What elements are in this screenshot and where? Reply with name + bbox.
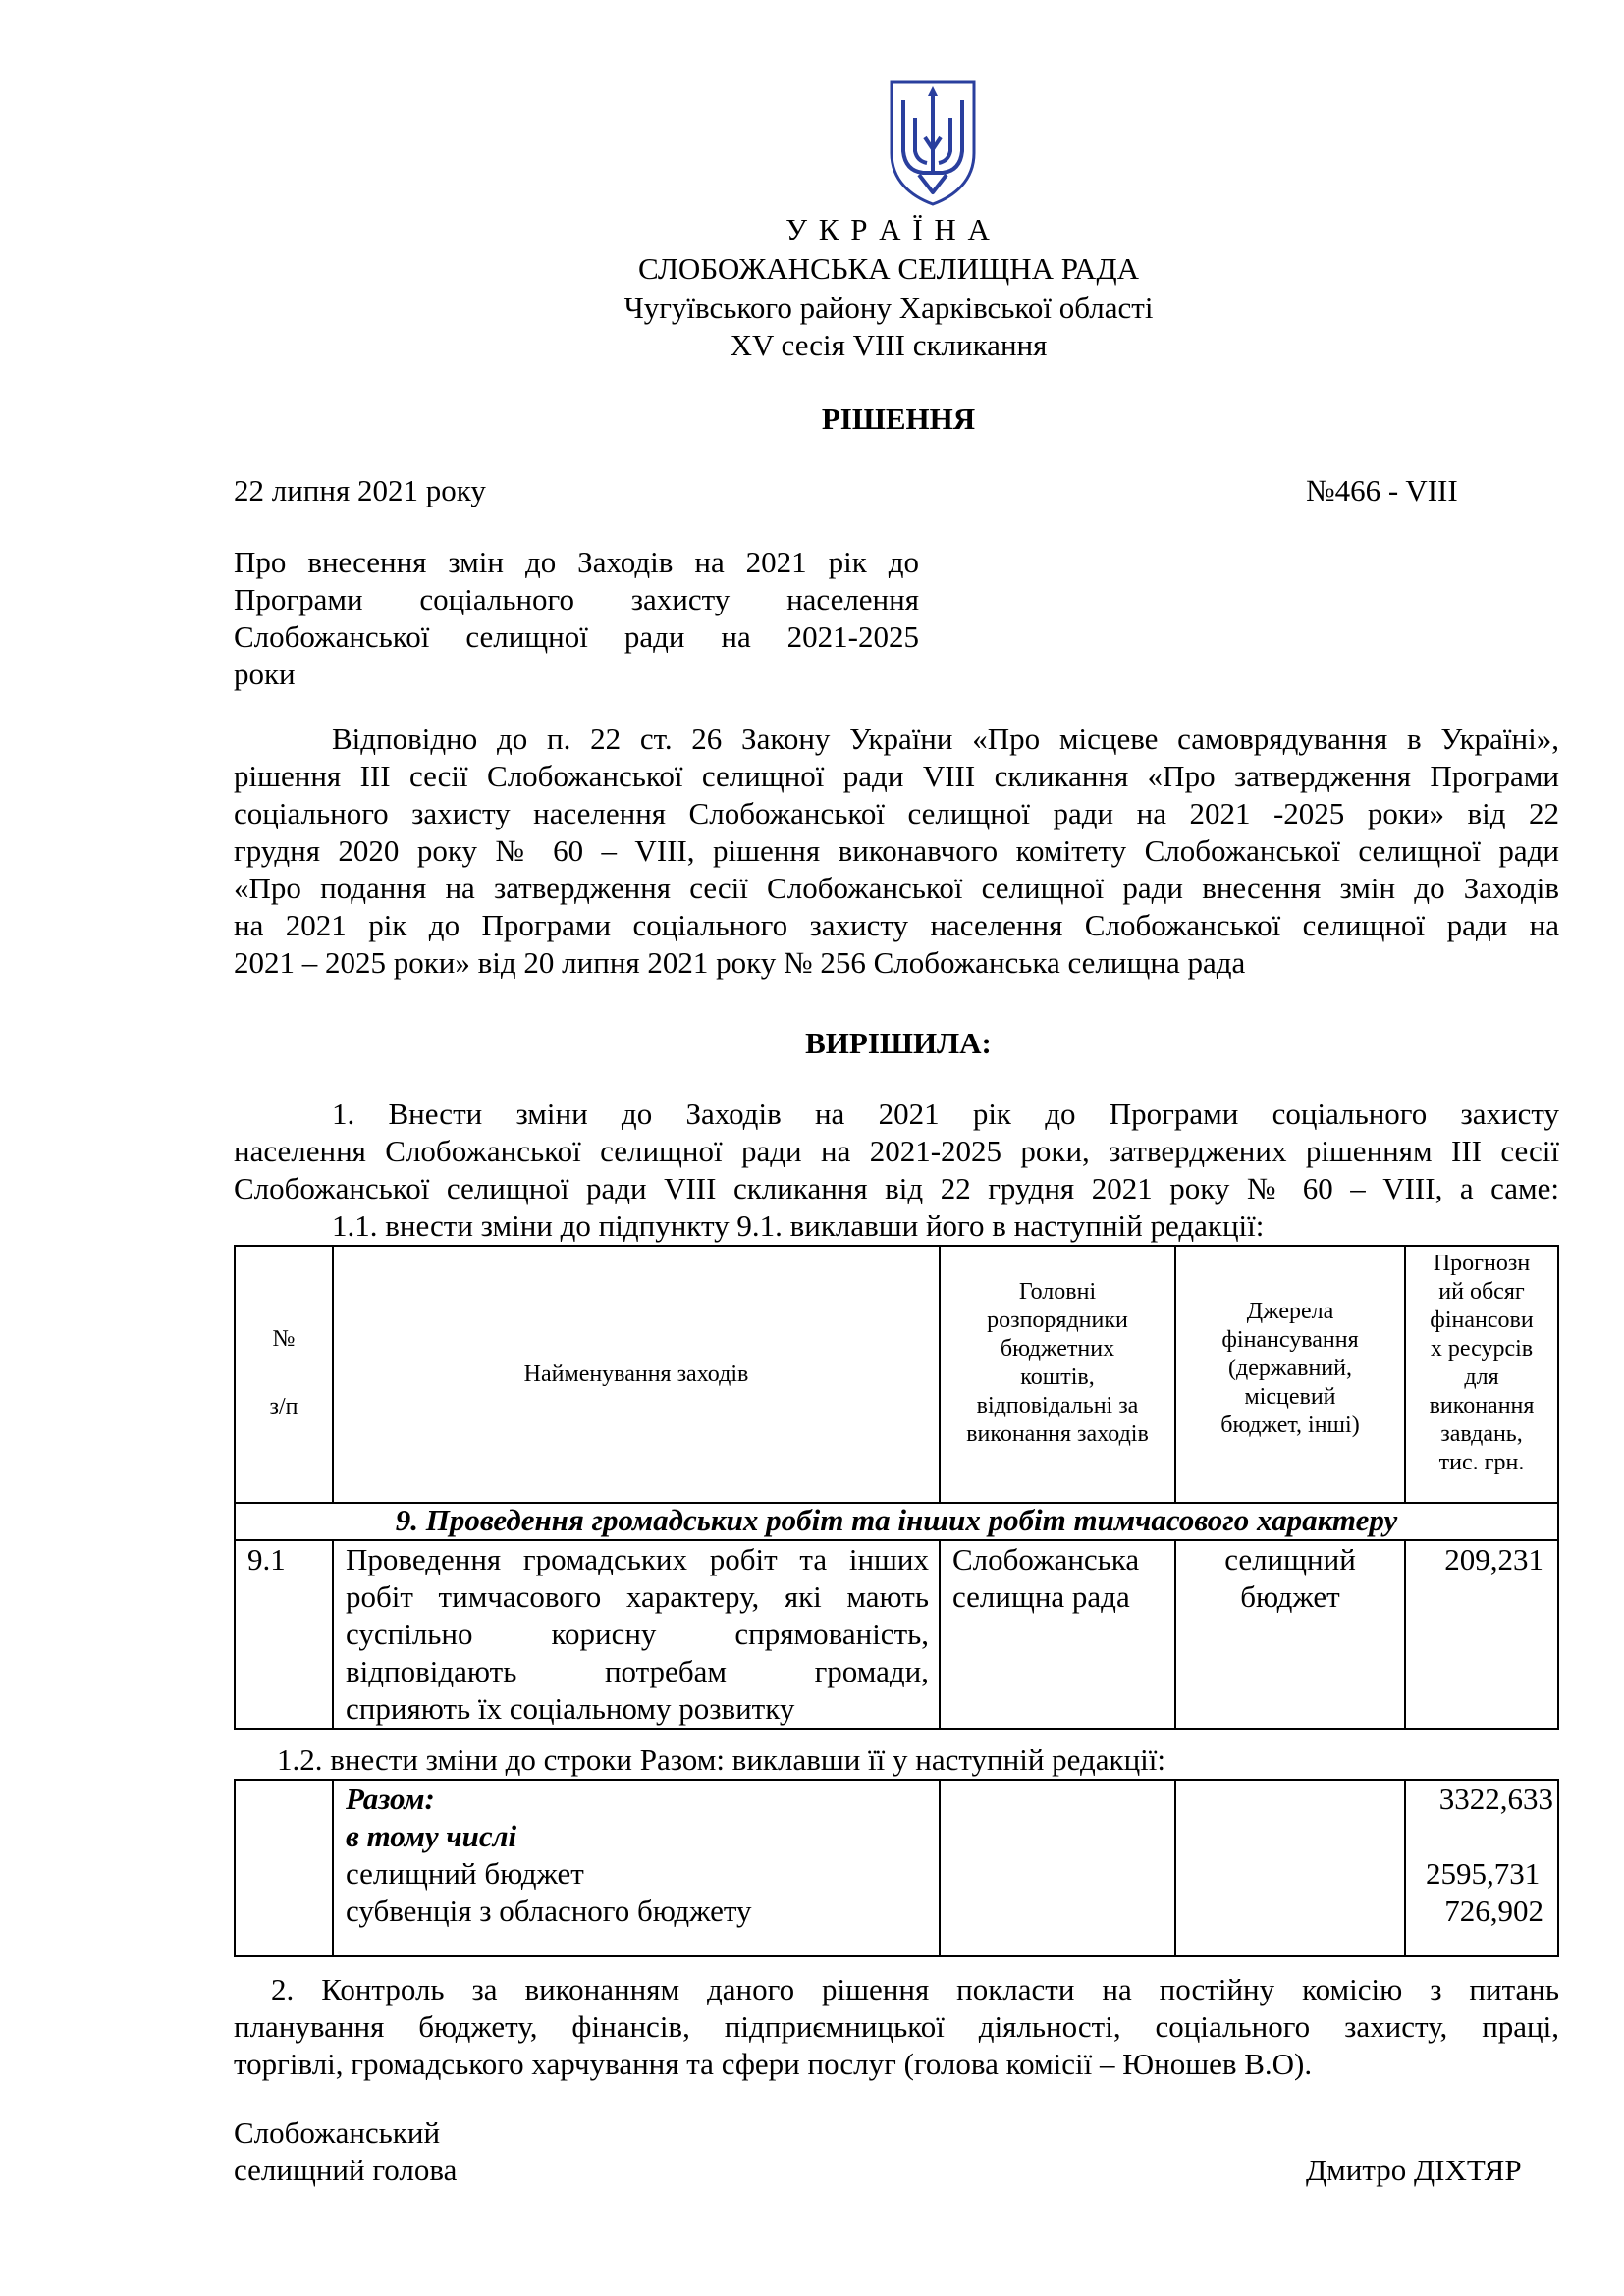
item-2-line: планування бюджету, фінансів, підприємницької діяльності, соціального захисту, праці,: [234, 2009, 1559, 2044]
totals-empty-cell: [940, 1780, 1175, 1956]
item-2: [234, 1971, 1559, 2083]
including-label: в тому числі: [346, 1819, 517, 1853]
header-line: місцевий: [1244, 1384, 1336, 1410]
row-executor: [940, 1540, 1175, 1729]
preamble-line: грудня 2020 року № 60 – VIII, рішення виконавчого комітету Слобожанської селищної ради: [234, 833, 1559, 868]
council-heading: СЛОБОЖАНСЬКА СЕЛИЩНА РАДА: [638, 251, 1139, 286]
row-name-line: Проведення громадських робіт та інших: [346, 1542, 929, 1576]
trident-emblem: [886, 79, 980, 208]
row-executor-line: селищна рада: [952, 1579, 1130, 1614]
header-sources: [1175, 1246, 1405, 1503]
document-subject: [234, 544, 919, 693]
row-name-line: суспільно корисну спрямованість,: [346, 1617, 929, 1651]
header-line: ий обсяг: [1438, 1279, 1525, 1305]
header-line: Прогнозн: [1433, 1251, 1531, 1276]
header-line: тис. грн.: [1438, 1450, 1525, 1475]
header-forecast: [1405, 1246, 1558, 1503]
document-type: РІШЕННЯ: [821, 401, 976, 436]
header-line: бюджет, інші): [1220, 1413, 1360, 1438]
row-name-line: робіт тимчасового характеру, які мають: [346, 1579, 929, 1614]
preamble-line: на 2021 рік до Програми соціального захисту населення Слобожанської селищної ради на: [234, 908, 1559, 942]
section-heading: 9. Проведення громадських робіт та інших робіт тимчасового характеру: [235, 1503, 1558, 1540]
item-2-line: торгівлі, громадського харчування та сфери послуг (голова комісії – Юношев В.О).: [234, 2047, 1313, 2081]
preamble-line: «Про подання на затвердження сесії Слобожанської селищної ради внесення змін до Заходів: [234, 871, 1559, 905]
session-heading: XV сесія VIII скликання: [730, 328, 1048, 362]
header-line: виконання: [1429, 1393, 1535, 1418]
row-amount: 209,231: [1405, 1540, 1558, 1729]
document-date: 22 липня 2021 року: [234, 473, 486, 507]
header-line: коштів,: [1020, 1364, 1095, 1390]
total-value: 3322,633: [1438, 1782, 1553, 1816]
row-source: [1175, 1540, 1405, 1729]
header-line: х ресурсів: [1430, 1336, 1534, 1362]
row-source-line: селищний: [1224, 1542, 1356, 1576]
header-line: бюджетних: [1000, 1336, 1115, 1362]
preamble-line: соціального захисту населення Слобожанської селищної ради на 2021 -2025 роки» від 22: [234, 796, 1559, 830]
item-2-line: 2. Контроль за виконанням даного рішення покласти на постійну комісію з питань: [271, 1972, 1559, 2006]
item-1-line: 1. Внести зміни до Заходів на 2021 рік до Програми соціального захисту: [332, 1096, 1559, 1131]
preamble-line: рішення ІІІ сесії Слобожанської селищної ради VIII скликання «Про затвердження Програми: [234, 759, 1559, 793]
subvention-value: 726,902: [1444, 1894, 1543, 1928]
header-name: Найменування заходів: [333, 1246, 940, 1503]
preamble: [234, 721, 1559, 982]
header-number-sign: №: [272, 1326, 296, 1352]
row-name-line: сприяють їх соціальному розвитку: [346, 1691, 795, 1726]
header-line: для: [1464, 1364, 1499, 1390]
totals-labels: [333, 1780, 940, 1956]
row-name: [333, 1540, 940, 1729]
header-number: [235, 1246, 333, 1503]
signatory-name: Дмитро ДІХТЯР: [1306, 2153, 1522, 2187]
preamble-line: 2021 – 2025 роки» від 20 липня 2021 року № 256 Слобожанська селищна рада: [234, 945, 1246, 980]
item-1-1: 1.1. внести зміни до підпункту 9.1. виклавши його в наступній редакції:: [332, 1208, 1265, 1243]
header-line: фінансування: [1221, 1327, 1359, 1353]
item-1-line: населення Слобожанської селищної ради на 2021-2025 роки, затверджених рішенням ІІІ сесії: [234, 1134, 1559, 1168]
totals-empty-cell: [1175, 1780, 1405, 1956]
subject-line: Про внесення змін до Заходів на 2021 рік до: [234, 545, 919, 579]
header-line: відповідальні за: [976, 1393, 1139, 1418]
header-line: Джерела: [1246, 1299, 1334, 1324]
header-executors: [940, 1246, 1175, 1503]
header-line: фінансови: [1430, 1308, 1534, 1333]
header-line: розпорядники: [987, 1308, 1128, 1333]
decided-heading: ВИРІШИЛА:: [805, 1026, 992, 1060]
row-executor-line: Слобожанська: [952, 1542, 1140, 1576]
district-heading: Чугуївського району Харківської області: [623, 291, 1154, 325]
subject-line: Слобожанської селищної ради на 2021-2025: [234, 619, 919, 654]
totals-values: [1405, 1780, 1558, 1956]
subvention-label: субвенція з обласного бюджету: [346, 1894, 752, 1928]
totals-empty-cell: [235, 1780, 333, 1956]
header-line: (державний,: [1228, 1356, 1352, 1381]
header-line: завдань,: [1440, 1421, 1523, 1447]
header-line: Головні: [1018, 1279, 1097, 1305]
preamble-line: Відповідно до п. 22 ст. 26 Закону України «Про місцеве самоврядування в Україні»,: [332, 721, 1559, 756]
measures-table: [234, 1245, 1559, 1730]
country-heading: У К Р А Ї Н А: [785, 212, 992, 246]
document-number: №466 - VIII: [1306, 473, 1458, 507]
item-1-line: Слобожанської селищної ради VIII скликання від 22 грудня 2021 року № 60 – VIII, а саме:: [234, 1171, 1559, 1205]
local-budget-label: селищний бюджет: [346, 1856, 584, 1891]
totals-table: [234, 1779, 1559, 1957]
row-name-line: відповідають потребам громади,: [346, 1654, 929, 1688]
total-label: Разом:: [346, 1782, 435, 1816]
header-line: виконання заходів: [966, 1421, 1149, 1447]
subject-line: Програми соціального захисту населення: [234, 582, 919, 616]
item-1: [234, 1095, 1559, 1207]
row-number: 9.1: [235, 1540, 333, 1729]
local-budget-value: 2595,731: [1426, 1856, 1541, 1891]
row-source-line: бюджет: [1240, 1579, 1340, 1614]
header-number-abbr: з/п: [269, 1394, 298, 1419]
signatory-title-2: селищний голова: [234, 2153, 458, 2187]
subject-line: роки: [234, 657, 296, 691]
item-1-2: 1.2. внести зміни до строки Разом: виклавши її у наступній редакції:: [277, 1742, 1166, 1777]
signatory-title-1: Слобожанський: [234, 2115, 441, 2150]
